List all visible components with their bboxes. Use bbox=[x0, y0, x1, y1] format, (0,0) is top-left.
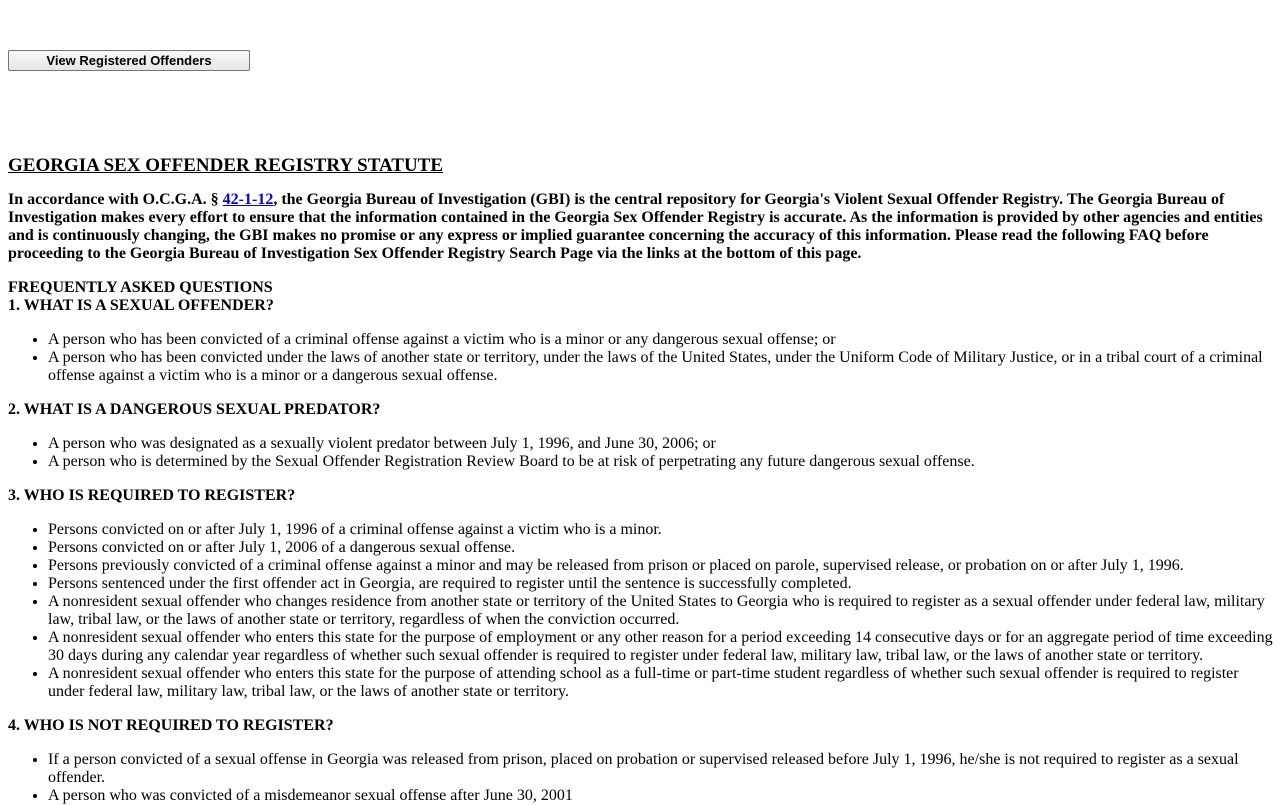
question-4: 4. WHO IS NOT REQUIRED TO REGISTER? bbox=[8, 717, 334, 734]
list-item: • A person who was designated as a sexually violent predator between July 1, 1996, and June 30, 2006; or bbox=[48, 435, 1274, 453]
list-item: • A person who has been convicted of a criminal offense against a victim who is a minor or any dangerous sexual offense; or bbox=[48, 331, 1274, 349]
list-item: • A nonresident sexual offender who changes residence from another state or territory of the United States to Georgia who is required to register as a sexual offender under federal law, military law, tribal law, or the laws of another state or territory, regardless of when the conviction occurred. bbox=[48, 593, 1274, 629]
list-item: • Persons convicted on or after July 1, 1996 of a criminal offense against a victim who is a minor. bbox=[48, 521, 1274, 539]
list-item: • A nonresident sexual offender who enters this state for the purpose of attending school as a full-time or part-time student regardless of whether such sexual offender is required to register under federal law, military law, tribal law, or the laws of another state or territory. bbox=[48, 665, 1274, 701]
answer-list-3 bbox=[8, 521, 1274, 701]
list-item: • Persons sentenced under the first offender act in Georgia, are required to register until the sentence is successfully completed. bbox=[48, 575, 1274, 593]
question-1: 1. WHAT IS A SEXUAL OFFENDER? bbox=[8, 297, 274, 314]
list-item: • A person who is determined by the Sexual Offender Registration Review Board to be at risk of perpetrating any future dangerous sexual offense. bbox=[48, 453, 1274, 471]
list-item: • A person who was convicted of a misdemeanor sexual offense after June 30, 2001 bbox=[48, 787, 1274, 805]
list-item: • A nonresident sexual offender who enters this state for the purpose of employment or any other reason for a period exceeding 14 consecutive days or for an aggregate period of time exceeding 30 days during any calendar year regardless of whether such sexual offender is required to register under federal law, military law, tribal law, or the laws of another state or territory. bbox=[48, 629, 1274, 665]
answer-list-1 bbox=[8, 331, 1274, 385]
list-item: • If a person convicted of a sexual offense in Georgia was released from prison, placed on probation or supervised released before July 1, 1996, he/she is not required to register as a sexual offender. bbox=[48, 751, 1274, 787]
question-2: 2. WHAT IS A DANGEROUS SEXUAL PREDATOR? bbox=[8, 401, 381, 418]
answer-list-4 bbox=[8, 751, 1274, 805]
list-item: • A person who has been convicted under the laws of another state or territory, under the laws of the United States, under the Uniform Code of Military Justice, or in a tribal court of a criminal offense against a victim who is a minor or a dangerous sexual offense. bbox=[48, 349, 1274, 385]
statute-link[interactable]: 42-1-12 bbox=[222, 191, 274, 208]
intro-paragraph bbox=[8, 191, 1274, 263]
statute-content bbox=[8, 155, 1274, 805]
intro-text-after: , the Georgia Bureau of Investigation (GBI) is the central repository for Georgia's Violent Sexual Offender Registry. The Georgia Bureau of Investigation makes every effort to ensure that the information contained in the Georgia Sex Offender Registry is accurate. As the information is provided by other agencies and entities and is continuously changing, the GBI makes no promise or any express or implied guarantee concerning the accuracy of this information. Please read the following FAQ before proceeding to the Georgia Bureau of Investigation Sex Offender Registry Search Page via the links at the bottom of this page. bbox=[8, 191, 1263, 262]
view-registered-offenders-button[interactable]: View Registered Offenders bbox=[8, 50, 250, 71]
list-item: • Persons convicted on or after July 1, 2006 of a dangerous sexual offense. bbox=[48, 539, 1274, 557]
answer-list-2 bbox=[8, 435, 1274, 471]
question-3: 3. WHO IS REQUIRED TO REGISTER? bbox=[8, 487, 296, 504]
intro-text-before: In accordance with O.C.G.A. § bbox=[8, 191, 223, 208]
page-title: GEORGIA SEX OFFENDER REGISTRY STATUTE bbox=[8, 155, 444, 176]
faq-heading: FREQUENTLY ASKED QUESTIONS bbox=[8, 279, 273, 296]
list-item: • Persons previously convicted of a criminal offense against a minor and may be released from prison or placed on parole, supervised release, or probation on or after July 1, 1996. bbox=[48, 557, 1274, 575]
